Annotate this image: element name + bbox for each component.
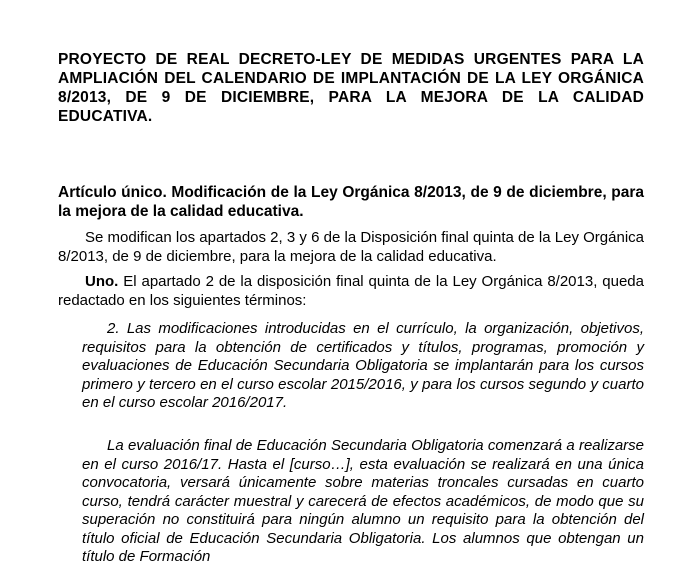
quoted-paragraph-2: La evaluación final de Educación Secundaria Obligatoria comenzará a realizarse en el curso 2016/17. Hasta el [curso…], esta evaluación se realizará en una única convocatoria, versará únicamente sobre materias troncales cursadas en cuarto curso, tendrá carácter muestral y carecerá de efectos académicos, de modo que su superación no constituirá para ningún alumno un requisito para la obtención del título oficial de Educación Secundaria Obligatoria. Los alumnos que obtengan un título de Formación <box>82 437 644 565</box>
section-uno-paragraph <box>58 272 644 310</box>
section-uno-label: Uno. <box>85 273 119 290</box>
quoted-paragraph-1: 2. Las modificaciones introducidas en el currículo, la organización, objetivos, requisitos para la obtención de certificados y títulos, programas, promoción y evaluaciones de Educación Secundaria Obligatoria se implantarán para los cursos primero y tercero en el curso escolar 2015/2016, y para los cursos segundo y cuarto en el curso escolar 2016/2017. <box>82 320 644 411</box>
document-title: PROYECTO DE REAL DECRETO-LEY DE MEDIDAS URGENTES PARA LA AMPLIACIÓN DEL CALENDARIO DE IMPLANTACIÓN DE LA LEY ORGÁNICA 8/2013, DE 9 DE DICIEMBRE, PARA LA MEJORA DE LA CALIDAD EDUCATIVA. <box>58 51 644 125</box>
section-uno-text: El apartado 2 de la disposición final quinta de la Ley Orgánica 8/2013, queda redactado en los siguientes términos: <box>58 273 644 309</box>
article-heading: Artículo único. Modificación de la Ley Orgánica 8/2013, de 9 de diciembre, para la mejora de la calidad educativa. <box>58 184 644 220</box>
intro-paragraph: Se modifican los apartados 2, 3 y 6 de la Disposición final quinta de la Ley Orgánica 8/2013, de 9 de diciembre, para la mejora de la calidad educativa. <box>58 229 644 265</box>
